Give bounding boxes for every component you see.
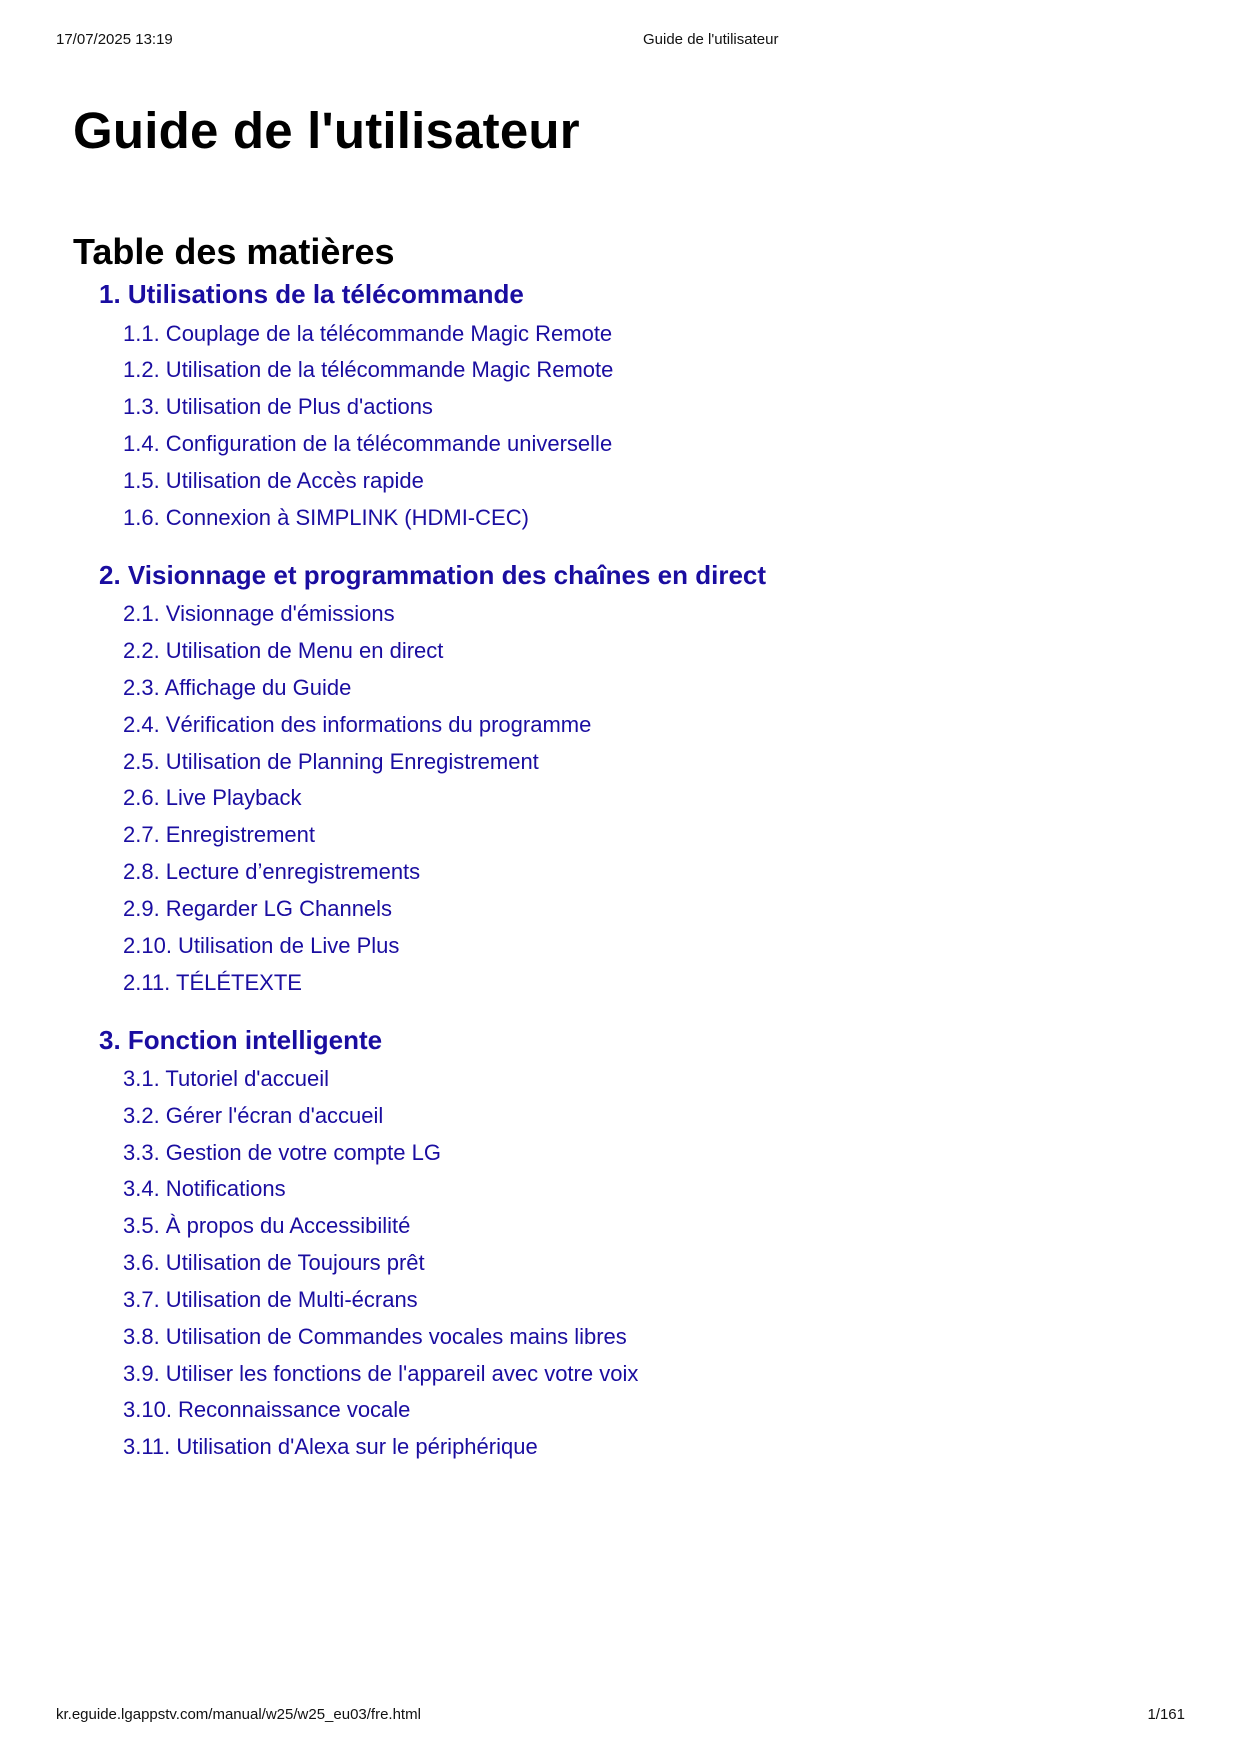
print-datetime: 17/07/2025 13:19 xyxy=(56,31,173,48)
toc-item-link[interactable]: 2.2. Utilisation de Menu en direct xyxy=(123,638,444,663)
toc-item-link[interactable]: 3.9. Utiliser les fonctions de l'appareil avec votre voix xyxy=(123,1361,639,1386)
toc-item-link[interactable]: 3.1. Tutoriel d'accueil xyxy=(123,1066,329,1091)
toc-section-link[interactable]: 1. Utilisations de la télécommande xyxy=(99,279,524,309)
toc-item-link[interactable]: 2.8. Lecture d’enregistrements xyxy=(123,859,421,884)
toc-item-link[interactable]: 2.11. TÉLÉTEXTE xyxy=(123,970,302,995)
toc-section-link[interactable]: 2. Visionnage et programmation des chaînes en direct xyxy=(99,560,767,590)
toc-item-link[interactable]: 1.6. Connexion à SIMPLINK (HDMI-CEC) xyxy=(123,505,529,530)
print-url: kr.eguide.lgappstv.com/manual/w25/w25_eu03/fre.html xyxy=(56,1706,421,1723)
toc-item-link[interactable]: 2.7. Enregistrement xyxy=(123,822,315,847)
document-title: Guide de l'utilisateur xyxy=(73,102,580,159)
toc-item-link[interactable]: 2.6. Live Playback xyxy=(123,785,302,810)
toc-item-link[interactable]: 2.9. Regarder LG Channels xyxy=(123,896,393,921)
toc-item-link[interactable]: 3.5. À propos du Accessibilité xyxy=(123,1213,411,1238)
toc-section-link[interactable]: 3. Fonction intelligente xyxy=(99,1025,383,1055)
toc-item-link[interactable]: 1.3. Utilisation de Plus d'actions xyxy=(123,394,433,419)
toc-item-link[interactable]: 2.10. Utilisation de Live Plus xyxy=(123,933,400,958)
toc-item-link[interactable]: 1.2. Utilisation de la télécommande Magic Remote xyxy=(123,357,614,382)
toc-item-link[interactable]: 1.5. Utilisation de Accès rapide xyxy=(123,468,424,493)
toc-heading: Table des matières xyxy=(73,231,395,272)
print-page-title: Guide de l'utilisateur xyxy=(643,31,779,48)
toc-item-link[interactable]: 3.2. Gérer l'écran d'accueil xyxy=(123,1103,384,1128)
toc-item-link[interactable]: 3.6. Utilisation de Toujours prêt xyxy=(123,1250,425,1275)
toc-item-link[interactable]: 2.5. Utilisation de Planning Enregistrement xyxy=(123,749,539,774)
toc-item-link[interactable]: 2.4. Vérification des informations du programme xyxy=(123,712,592,737)
toc-item-link[interactable]: 3.7. Utilisation de Multi-écrans xyxy=(123,1287,418,1312)
toc-item-link[interactable]: 2.3. Affichage du Guide xyxy=(123,675,352,700)
toc-item-link[interactable]: 3.4. Notifications xyxy=(123,1176,286,1201)
toc-item-link[interactable]: 1.1. Couplage de la télécommande Magic Remote xyxy=(123,321,613,346)
toc-item-link[interactable]: 3.3. Gestion de votre compte LG xyxy=(123,1140,441,1165)
toc-item-link[interactable]: 1.4. Configuration de la télécommande universelle xyxy=(123,431,613,456)
toc-item-link[interactable]: 3.8. Utilisation de Commandes vocales mains libres xyxy=(123,1324,627,1349)
toc-item-link[interactable]: 3.10. Reconnaissance vocale xyxy=(123,1397,411,1422)
page-number: 1/161 xyxy=(1147,1706,1185,1723)
toc-item-link[interactable]: 2.1. Visionnage d'émissions xyxy=(123,601,395,626)
toc-item-link[interactable]: 3.11. Utilisation d'Alexa sur le périphérique xyxy=(123,1434,538,1459)
